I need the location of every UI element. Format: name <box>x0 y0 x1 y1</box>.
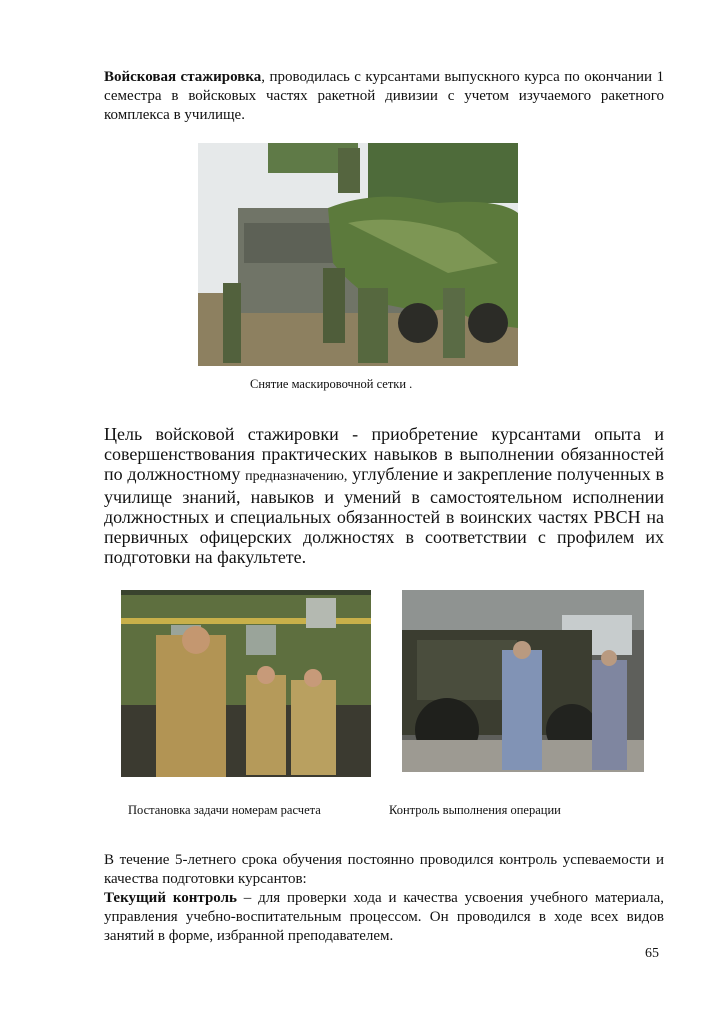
caption-camouflage-net: Снятие маскировочной сетки . <box>250 377 413 391</box>
paragraph-control <box>104 851 664 946</box>
paragraph-goal-small: предназначению, <box>245 469 348 484</box>
term-internship: Войсковая стажировка <box>104 69 262 85</box>
paragraph-control-text-a: В течение 5-летнего срока обучения постоянно проводился контроль успеваемости и качества подготовки курсантов: <box>104 852 664 887</box>
photo-operation-control <box>402 590 644 772</box>
paragraph-goal <box>104 424 664 567</box>
paragraph-goal-text-b: углубление и закрепление полученных в училище знаний, навыков и умений в самостоятельном исполнении должностных и специальных обязанностей в воинских частях РВСН на первичных офицерских должностях в соответствии с профилем их подготовки на факультете. <box>104 464 664 567</box>
paragraph-control-text-b: – для проверки хода и качества усвоения учебного материала, управления учебно-воспитательным процессом. Он проводился в ходе всех видов занятий в форме, избранной преподавателем. <box>104 890 664 944</box>
page-number: 65 <box>645 946 659 961</box>
term-current-control: Текущий контроль <box>104 890 237 906</box>
photo-camouflage-net <box>198 143 518 366</box>
caption-briefing: Постановка задачи номерам расчета <box>128 803 321 817</box>
paragraph-goal-text-a: Цель войсковой стажировки - приобретение курсантами опыта и совершенствования практических навыков в выполнении обязанностей по должностному <box>104 424 664 484</box>
caption-operation-control: Контроль выполнения операции <box>389 803 561 817</box>
paragraph-internship <box>104 68 664 125</box>
paragraph-internship-text: , проводилась с курсантами выпускного курса по окончании 1 семестра в войсковых частях ракетной дивизии с учетом изучаемого ракетного комплекса в училище. <box>104 69 664 123</box>
photo-briefing <box>121 590 371 777</box>
